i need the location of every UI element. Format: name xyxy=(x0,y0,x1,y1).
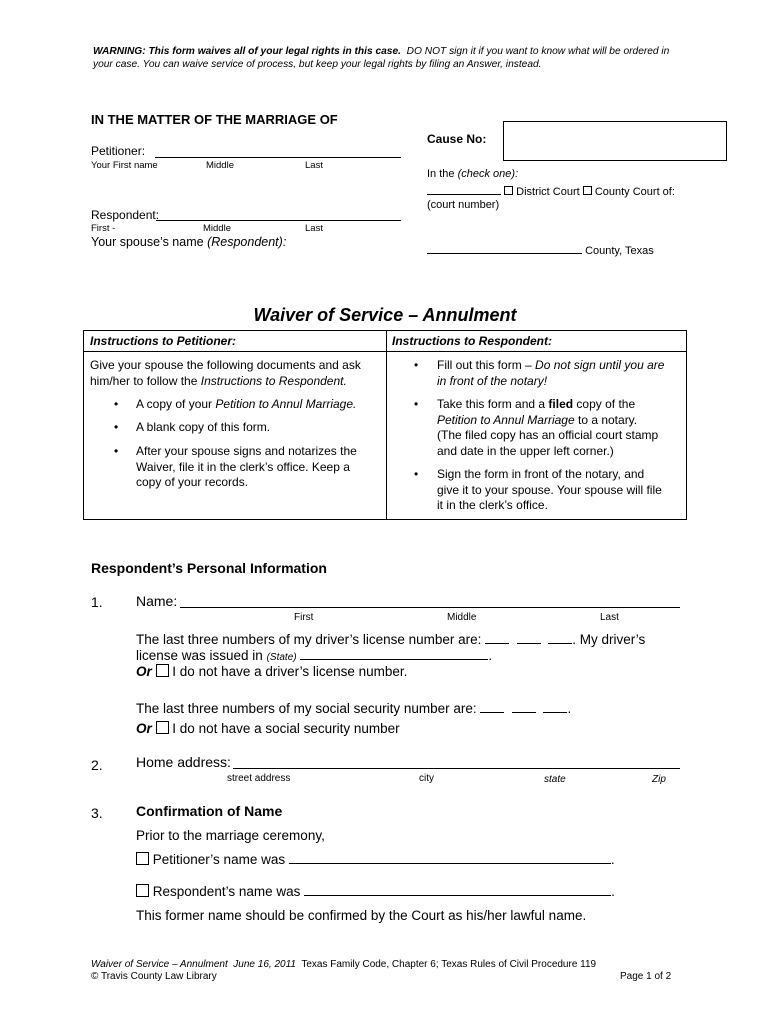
res-bullet-1-a: Fill out this form – xyxy=(437,358,532,372)
petitioner-name-line[interactable] xyxy=(155,145,401,158)
name-input-line[interactable] xyxy=(180,593,680,608)
in-the-text: In the xyxy=(427,168,455,180)
res-bullet-3-line3: it in the clerk’s office. xyxy=(437,498,548,512)
former-name-statement: This former name should be confirmed by the Court as his/her lawful name. xyxy=(136,908,587,923)
confirmation-heading: Confirmation of Name xyxy=(136,803,283,819)
warning-line-2: your case. You can waive service of process, but keep your legal rights by filing an Answer, instead. xyxy=(93,59,542,70)
item-3-number: 3. xyxy=(91,805,103,821)
ssn-digit-1[interactable] xyxy=(480,701,504,713)
petitioner-former-name-input[interactable] xyxy=(289,852,611,864)
pet-bullet-3-dot: • xyxy=(114,444,119,458)
petitioner-intro-line1: Give your spouse the following documents and ask xyxy=(90,358,361,372)
footer-form-name: Waiver of Service – Annulment xyxy=(91,959,228,970)
dl-end-text: . My driver’s xyxy=(572,632,646,647)
dl-digit-1[interactable] xyxy=(485,632,509,644)
respondent-name-line[interactable] xyxy=(156,208,401,221)
petitioner-name-label: Petitioner’s name was xyxy=(152,852,286,867)
petitioner-name-row: Petitioner’s name was . xyxy=(136,852,615,867)
spouse-name-prefix: Your spouse’s name xyxy=(91,235,204,249)
footer-date: June 16, 2011 xyxy=(233,959,296,970)
pet-bullet-1-a: A copy of your xyxy=(136,397,213,411)
cause-no-label: Cause No: xyxy=(427,132,487,146)
city-caption: city xyxy=(419,773,434,784)
respondent-name-label: Respondent’s name was xyxy=(152,884,301,899)
county-blank-line[interactable] xyxy=(427,243,582,254)
res-bullet-2-d: Petition to Annul Marriage xyxy=(437,412,575,427)
dl-line xyxy=(136,632,645,647)
personal-info-heading: Respondent’s Personal Information xyxy=(91,560,327,576)
dl-issued-line: license was issued in (State) . xyxy=(136,648,493,663)
res-bullet-3 xyxy=(437,467,682,514)
res-bullet-1-b: Do not sign until you are xyxy=(535,358,665,372)
name-label: Name: xyxy=(136,593,178,609)
spouse-name-note xyxy=(91,235,286,249)
instructions-divider xyxy=(386,331,387,519)
petitioner-instructions-header: Instructions to Petitioner: xyxy=(90,334,237,348)
court-number-label: (court number) xyxy=(427,199,500,211)
instructions-box xyxy=(83,330,687,520)
respondent-instructions-header: Instructions to Respondent: xyxy=(392,334,552,348)
court-check-line xyxy=(427,168,518,180)
res-bullet-3-line1: Sign the form in front of the notary, and xyxy=(437,467,645,481)
res-bullet-1-line2: in front of the notary! xyxy=(437,373,548,388)
footer-refs: Texas Family Code, Chapter 6; Texas Rules of Civil Procedure 119 xyxy=(301,959,597,970)
ssn-line: The last three numbers of my social security number are: . xyxy=(136,701,572,716)
matter-title: IN THE MATTER OF THE MARRIAGE OF xyxy=(91,112,338,127)
no-ssn-checkbox[interactable] xyxy=(156,721,169,734)
respondent-name-row: Respondent’s name was . xyxy=(136,884,615,899)
pet-bullet-3-line3: copy of your records. xyxy=(136,475,249,489)
ssn-text: The last three numbers of my social security number are: xyxy=(136,701,477,716)
item-1-number: 1. xyxy=(91,594,103,610)
petitioner-intro-line2 xyxy=(90,374,380,390)
zip-caption: Zip xyxy=(652,774,666,785)
ssn-digit-2[interactable] xyxy=(512,701,536,713)
footer-copyright: © Travis County Law Library xyxy=(91,971,217,982)
home-address-label: Home address: xyxy=(136,754,231,770)
dl-state-input[interactable] xyxy=(300,648,488,660)
petitioner-first-caption: Your First name xyxy=(91,160,158,171)
county-row xyxy=(427,243,654,257)
petitioner-middle-caption: Middle xyxy=(206,160,234,171)
dl-issued-text: license was issued in xyxy=(136,648,263,663)
no-ssn-or: Or xyxy=(136,721,152,736)
dl-digit-2[interactable] xyxy=(517,632,541,644)
no-dl-checkbox[interactable] xyxy=(156,664,169,677)
res-bullet-3-dot: • xyxy=(414,467,419,481)
res-bullet-2-line1 xyxy=(437,397,682,413)
county-texas-label: County, Texas xyxy=(585,245,654,257)
prior-text: Prior to the marriage ceremony, xyxy=(136,828,325,843)
res-bullet-2-dot: • xyxy=(414,397,419,411)
county-court-checkbox[interactable] xyxy=(583,186,592,195)
pet-bullet-1 xyxy=(136,397,376,413)
ssn-digit-3[interactable] xyxy=(543,701,567,713)
state-caption: state xyxy=(544,774,566,785)
dl-state-caption: (State) xyxy=(266,652,297,663)
res-bullet-2-e: to a notary. xyxy=(577,412,638,427)
pet-bullet-2: A blank copy of this form. xyxy=(136,420,271,434)
court-type-row xyxy=(427,184,675,198)
item-2-number: 2. xyxy=(91,757,103,773)
res-bullet-1 xyxy=(437,358,682,389)
res-bullet-2-line2 xyxy=(437,413,682,429)
dl-text: The last three numbers of my driver’s license number are: xyxy=(136,632,482,647)
pet-bullet-3-line2: Waiver, file it in the clerk’s office. Keep a xyxy=(136,459,350,474)
res-bullet-3-line2: give it to your spouse. Your spouse will file xyxy=(437,482,662,497)
res-bullet-2-c: copy of the xyxy=(576,397,636,411)
respondent-first-caption: First - xyxy=(91,223,116,234)
res-bullet-1-line1 xyxy=(437,358,682,374)
name-first-caption: First xyxy=(294,612,314,623)
spouse-name-italic: (Respondent): xyxy=(207,235,287,249)
petitioner-intro-line2-a: him/her to follow the xyxy=(90,373,198,388)
district-court-checkbox[interactable] xyxy=(504,186,513,195)
warning-line-1 xyxy=(93,46,669,57)
no-ssn-row xyxy=(136,721,400,736)
respondent-label: Respondent: xyxy=(91,208,160,222)
court-blank-line[interactable] xyxy=(427,184,501,195)
footer-line-1 xyxy=(91,959,596,970)
dl-digit-3[interactable] xyxy=(548,632,572,644)
petitioner-label: Petitioner: xyxy=(91,144,146,158)
check-one-text: (check one): xyxy=(457,168,519,180)
res-bullet-2-b: filed xyxy=(548,397,574,411)
cause-no-box[interactable] xyxy=(503,121,727,161)
warning-bold: WARNING: This form waives all of your legal rights in this case. xyxy=(93,46,401,57)
res-bullet-1-dot: • xyxy=(414,358,419,372)
res-bullet-2-line3: (The filed copy has an official court stamp xyxy=(437,428,659,442)
name-last-caption: Last xyxy=(600,612,619,623)
street-caption: street address xyxy=(227,773,291,784)
warning-rest: DO NOT sign it if you want to know what will be ordered in xyxy=(406,46,670,57)
petitioner-intro-line2-b: Instructions to Respondent. xyxy=(200,373,347,388)
petitioner-last-caption: Last xyxy=(305,160,323,171)
res-bullet-2-line4: and date in the upper left corner.) xyxy=(437,443,614,458)
home-address-input-line[interactable] xyxy=(233,754,680,769)
instructions-header-divider xyxy=(84,351,686,352)
name-middle-caption: Middle xyxy=(447,612,477,623)
pet-bullet-1-dot: • xyxy=(114,397,119,411)
county-court-label: County Court of: xyxy=(594,186,675,198)
petitioner-name-checkbox[interactable] xyxy=(136,852,149,865)
page-title: Waiver of Service – Annulment xyxy=(253,305,517,325)
respondent-middle-caption: Middle xyxy=(203,223,231,234)
petitioner-intro xyxy=(90,358,380,389)
pet-bullet-3-line1: After your spouse signs and notarizes the xyxy=(136,444,357,458)
pet-bullet-2-dot: • xyxy=(114,420,119,434)
no-dl-row xyxy=(136,664,407,679)
district-court-label: District Court xyxy=(516,186,580,198)
pet-bullet-3 xyxy=(136,444,381,491)
respondent-former-name-input[interactable] xyxy=(304,884,611,896)
res-bullet-2-a: Take this form and a xyxy=(437,397,546,411)
no-dl-label: I do not have a driver’s license number. xyxy=(172,664,408,679)
no-dl-or: Or xyxy=(136,664,152,679)
res-bullet-2 xyxy=(437,397,682,459)
respondent-name-checkbox[interactable] xyxy=(136,884,149,897)
pet-bullet-1-b: Petition to Annul Marriage. xyxy=(215,397,357,411)
respondent-last-caption: Last xyxy=(305,223,323,234)
no-ssn-label: I do not have a social security number xyxy=(172,721,400,736)
footer-page-number: Page 1 of 2 xyxy=(620,971,672,982)
